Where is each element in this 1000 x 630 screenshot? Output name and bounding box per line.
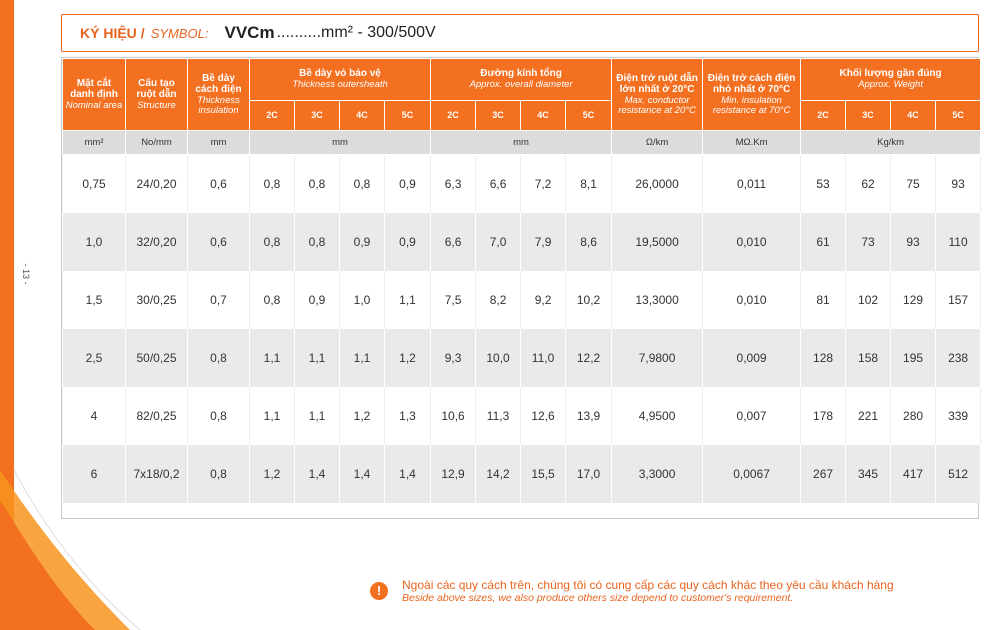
table-cell: 82/0,25 xyxy=(126,387,188,445)
table-cell: 7,5 xyxy=(431,271,476,329)
page-number: - 13 - xyxy=(21,263,31,285)
table-cell: 0,010 xyxy=(703,213,801,271)
table-cell: 0,8 xyxy=(188,329,250,387)
table-cell: 93 xyxy=(936,155,981,213)
symbol-slash: / xyxy=(140,25,145,41)
table-cell: 110 xyxy=(936,213,981,271)
table-cell: 158 xyxy=(846,329,891,387)
table-cell: 12,2 xyxy=(566,329,612,387)
table-cell: 19,5000 xyxy=(612,213,703,271)
table-cell: 1,1 xyxy=(385,271,431,329)
table-cell: 195 xyxy=(891,329,936,387)
header-core-5c: 5C xyxy=(566,101,612,131)
table-cell: 0,8 xyxy=(250,213,295,271)
table-cell: 1,1 xyxy=(295,329,340,387)
table-cell: 0,011 xyxy=(703,155,801,213)
table-cell: 1,0 xyxy=(63,213,126,271)
header-insulation: Bề dày cách điện Thickness insulation xyxy=(188,59,250,131)
footnote-vi: Ngoài các quy cách trên, chúng tôi có cung cấp các quy cách khác theo yêu cầu khách hàng xyxy=(402,578,894,592)
header-core-3c: 3C xyxy=(295,101,340,131)
table-cell: 129 xyxy=(891,271,936,329)
table-cell: 50/0,25 xyxy=(126,329,188,387)
table-cell: 14,2 xyxy=(476,445,521,503)
table-cell: 0,8 xyxy=(295,155,340,213)
table-row xyxy=(63,329,981,387)
footnote xyxy=(370,578,970,610)
symbol-spec: ..........mm² - 300/500V xyxy=(276,24,436,41)
table-cell: 6,6 xyxy=(431,213,476,271)
table-cell: 1,2 xyxy=(385,329,431,387)
table-cell: 73 xyxy=(846,213,891,271)
table-cell: 6,3 xyxy=(431,155,476,213)
table-cell: 7x18/0,2 xyxy=(126,445,188,503)
header-cross-section: Mặt cắt danh định Nominal area xyxy=(63,59,126,131)
table-cell: 81 xyxy=(801,271,846,329)
unit-cell: Kg/km xyxy=(801,131,981,155)
unit-row xyxy=(63,131,981,155)
table-cell: 1,4 xyxy=(385,445,431,503)
table-cell: 0,8 xyxy=(188,387,250,445)
table-cell: 4,9500 xyxy=(612,387,703,445)
table-cell: 15,5 xyxy=(521,445,566,503)
unit-cell: MΩ.Km xyxy=(703,131,801,155)
table-cell: 339 xyxy=(936,387,981,445)
header-conductor-resistance: Điện trở ruột dẫn lớn nhất ở 20°C Max. conductor resistance at 20°C xyxy=(612,59,703,131)
table-row xyxy=(63,387,981,445)
table-cell: 7,9 xyxy=(521,213,566,271)
table-cell: 1,0 xyxy=(340,271,385,329)
table-cell: 512 xyxy=(936,445,981,503)
footnote-en: Beside above sizes, we also produce others size depend to customer's requirement. xyxy=(402,592,794,604)
table-cell: 0,6 xyxy=(188,155,250,213)
exclamation-icon: ! xyxy=(370,582,388,600)
table-cell: 0,0067 xyxy=(703,445,801,503)
table-cell: 267 xyxy=(801,445,846,503)
header-core-2c: 2C xyxy=(431,101,476,131)
table-cell: 1,1 xyxy=(340,329,385,387)
unit-cell: mm xyxy=(188,131,250,155)
table-cell: 32/0,20 xyxy=(126,213,188,271)
table-cell: 157 xyxy=(936,271,981,329)
header-insulation-resistance: Điện trở cách điện nhỏ nhất ở 70°C Min. insulation resistance at 70°C xyxy=(703,59,801,131)
table-cell: 1,2 xyxy=(250,445,295,503)
table-cell: 53 xyxy=(801,155,846,213)
table-cell: 1,3 xyxy=(385,387,431,445)
table-cell: 6,6 xyxy=(476,155,521,213)
table-cell: 13,9 xyxy=(566,387,612,445)
header-core-5c: 5C xyxy=(936,101,981,131)
table-cell: 26,0000 xyxy=(612,155,703,213)
header-core-3c: 3C xyxy=(846,101,891,131)
table-cell: 0,8 xyxy=(250,271,295,329)
symbol-key-en: SYMBOL: xyxy=(150,25,209,41)
unit-cell: No/mm xyxy=(126,131,188,155)
table-cell: 1,1 xyxy=(295,387,340,445)
table-cell: 280 xyxy=(891,387,936,445)
table-cell: 1,1 xyxy=(250,329,295,387)
table-cell: 9,2 xyxy=(521,271,566,329)
unit-cell: mm² xyxy=(63,131,126,155)
table-cell: 9,3 xyxy=(431,329,476,387)
table-cell: 178 xyxy=(801,387,846,445)
header-core-4c: 4C xyxy=(340,101,385,131)
table-cell: 93 xyxy=(891,213,936,271)
spec-table-container xyxy=(61,57,979,519)
table-cell: 2,5 xyxy=(63,329,126,387)
table-row xyxy=(63,155,981,213)
table-cell: 12,9 xyxy=(431,445,476,503)
table-row xyxy=(63,271,981,329)
table-cell: 0,8 xyxy=(295,213,340,271)
table-cell: 24/0,20 xyxy=(126,155,188,213)
table-cell: 102 xyxy=(846,271,891,329)
table-cell: 8,6 xyxy=(566,213,612,271)
table-cell: 0,8 xyxy=(340,155,385,213)
table-cell: 1,1 xyxy=(250,387,295,445)
spec-table xyxy=(62,58,981,503)
table-cell: 10,6 xyxy=(431,387,476,445)
table-cell: 4 xyxy=(63,387,126,445)
table-cell: 0,8 xyxy=(250,155,295,213)
table-row xyxy=(63,213,981,271)
table-cell: 17,0 xyxy=(566,445,612,503)
header-structure: Cấu tạo ruột dẫn Structure xyxy=(126,59,188,131)
table-cell: 221 xyxy=(846,387,891,445)
table-cell: 0,007 xyxy=(703,387,801,445)
table-cell: 417 xyxy=(891,445,936,503)
table-cell: 1,4 xyxy=(340,445,385,503)
table-cell: 8,2 xyxy=(476,271,521,329)
footnote-text xyxy=(402,578,894,605)
unit-cell: mm xyxy=(431,131,612,155)
header-core-4c: 4C xyxy=(521,101,566,131)
table-cell: 0,75 xyxy=(63,155,126,213)
table-cell: 0,9 xyxy=(340,213,385,271)
header-core-2c: 2C xyxy=(801,101,846,131)
header-outersheath: Bề dày vỏ bảo vệ Thickness outersheath xyxy=(250,59,431,101)
table-cell: 1,4 xyxy=(295,445,340,503)
table-cell: 7,9800 xyxy=(612,329,703,387)
table-cell: 11,3 xyxy=(476,387,521,445)
unit-cell: mm xyxy=(250,131,431,155)
table-cell: 0,010 xyxy=(703,271,801,329)
header-core-5c: 5C xyxy=(385,101,431,131)
table-cell: 8,1 xyxy=(566,155,612,213)
header-core-2c: 2C xyxy=(250,101,295,131)
table-cell: 0,6 xyxy=(188,213,250,271)
table-cell: 238 xyxy=(936,329,981,387)
table-cell: 0,9 xyxy=(295,271,340,329)
table-cell: 1,2 xyxy=(340,387,385,445)
header-diameter: Đường kính tổng Approx. overall diameter xyxy=(431,59,612,101)
header-core-4c: 4C xyxy=(891,101,936,131)
table-cell: 11,0 xyxy=(521,329,566,387)
table-cell: 7,0 xyxy=(476,213,521,271)
table-row xyxy=(63,445,981,503)
header-core-3c: 3C xyxy=(476,101,521,131)
table-cell: 3,3000 xyxy=(612,445,703,503)
table-cell: 75 xyxy=(891,155,936,213)
table-cell: 0,7 xyxy=(188,271,250,329)
table-cell: 0,9 xyxy=(385,155,431,213)
table-cell: 0,8 xyxy=(188,445,250,503)
table-cell: 0,009 xyxy=(703,329,801,387)
symbol-code: VVCm xyxy=(224,23,275,42)
symbol-bar xyxy=(61,14,979,52)
table-cell: 12,6 xyxy=(521,387,566,445)
table-cell: 0,9 xyxy=(385,213,431,271)
table-cell: 61 xyxy=(801,213,846,271)
table-cell: 13,3000 xyxy=(612,271,703,329)
table-cell: 345 xyxy=(846,445,891,503)
table-cell: 10,2 xyxy=(566,271,612,329)
symbol-key-vi: KÝ HIỆU xyxy=(80,25,137,41)
unit-cell: Ω/km xyxy=(612,131,703,155)
table-cell: 30/0,25 xyxy=(126,271,188,329)
table-cell: 62 xyxy=(846,155,891,213)
table-cell: 7,2 xyxy=(521,155,566,213)
header-weight: Khối lượng gần đúng Approx. Weight xyxy=(801,59,981,101)
table-cell: 6 xyxy=(63,445,126,503)
table-cell: 10,0 xyxy=(476,329,521,387)
table-cell: 128 xyxy=(801,329,846,387)
data-rows xyxy=(63,155,981,503)
table-cell: 1,5 xyxy=(63,271,126,329)
